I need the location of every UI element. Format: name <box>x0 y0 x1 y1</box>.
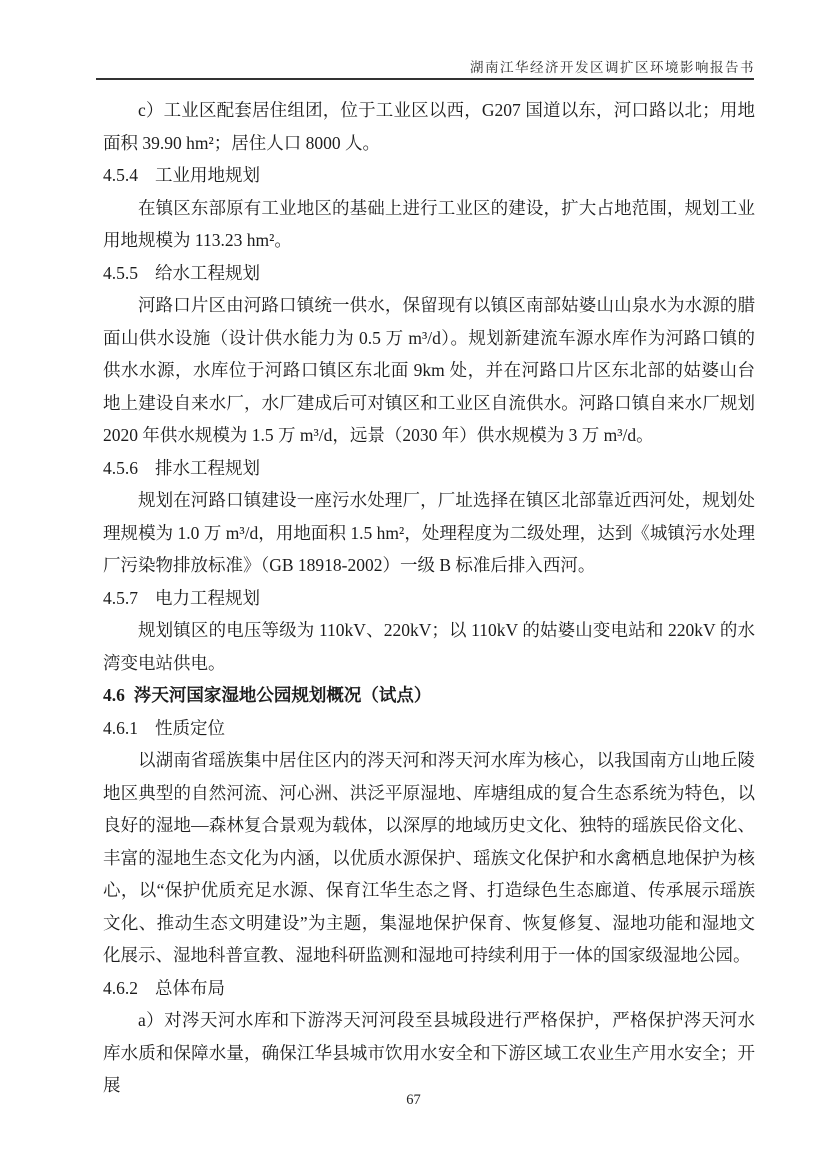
section-title: 性质定位 <box>155 717 225 738</box>
page-number: 67 <box>406 1092 421 1108</box>
paragraph-wetland-layout: a）对涔天河水库和下游涔天河河段至县城段进行严格保护，严格保护涔天河水库水质和保障水量，确保江华县城市饮用水安全和下游区域工农业生产用水安全；开展 <box>103 1010 755 1095</box>
paragraph-residential-cluster: c）工业区配套居住组团，位于工业区以西，G207 国道以东，河口路以北；用地面积 39.90 hm²；居住人口 8000 人。 <box>103 100 755 153</box>
heading-4-5-6 <box>103 452 755 485</box>
page-content <box>103 94 755 1102</box>
section-title: 工业用地规划 <box>155 165 260 185</box>
heading-4-6-1 <box>103 712 755 745</box>
section-number: 4.5.4 <box>103 165 138 185</box>
section-number: 4.6 <box>103 685 125 705</box>
section-number: 4.6.1 <box>103 717 138 738</box>
running-header: 湖南江华经济开发区调扩区环境影响报告书 <box>470 60 755 75</box>
section-title: 电力工程规划 <box>155 587 260 608</box>
paragraph-power: 规划镇区的电压等级为 110kV、220kV；以 110kV 的姑婆山变电站和 220kV 的水湾变电站供电。 <box>103 620 755 673</box>
heading-4-5-7 <box>103 582 755 615</box>
header-rule <box>96 78 754 80</box>
heading-4-6-2 <box>103 972 755 1005</box>
section-number: 4.6.2 <box>103 977 138 998</box>
paragraph-drainage: 规划在河路口镇建设一座污水处理厂，厂址选择在镇区北部靠近西河处，规划处理规模为 1.0 万 m³/d，用地面积 1.5 hm²，处理程度为二级处理，达到《城镇污水处理厂污染物排放标准》（GB 18918-2002）一级 B 标准后排入西河。 <box>103 490 755 575</box>
paragraph-industrial-land: 在镇区东部原有工业地区的基础上进行工业区的建设，扩大占地范围，规划工业用地规模为 113.23 hm²。 <box>103 197 755 250</box>
section-number: 4.5.6 <box>103 457 138 478</box>
heading-4-5-5 <box>103 257 755 290</box>
paragraph-water-supply: 河路口片区由河路口镇统一供水，保留现有以镇区南部姑婆山山泉水为水源的腊面山供水设施（设计供水能力为 0.5 万 m³/d）。规划新建流车源水库作为河路口镇的供水水源，水库位于河路口镇区东北面 9km 处，并在河路口片区东北部的姑婆山台地上建设自来水厂，水厂建成后可对镇区和工业区自流供水。河路口镇自来水厂规划 2020 年供水规模为 1.5 万 m³/d，远景（2030 年）供水规模为 3 万 m³/d。 <box>103 295 755 445</box>
section-number: 4.5.7 <box>103 587 138 608</box>
section-title: 排水工程规划 <box>155 457 260 478</box>
heading-4-5-4 <box>103 159 755 192</box>
section-title: 涔天河国家湿地公园规划概况（试点） <box>133 685 432 705</box>
paragraph-wetland-positioning: 以湖南省瑶族集中居住区内的涔天河和涔天河水库为核心，以我国南方山地丘陵地区典型的自然河流、河心洲、洪泛平原湿地、库塘组成的复合生态系统为特色，以良好的湿地—森林复合景观为载体，以深厚的地域历史文化、独特的瑶族民俗文化、丰富的湿地生态文化为内涵，以优质水源保护、瑶族文化保护和水禽栖息地保护为核心，以“保护优质充足水源、保育江华生态之肾、打造绿色生态廊道、传承展示瑶族文化、推动生态文明建设”为主题，集湿地保护保育、恢复修复、湿地功能和湿地文化展示、湿地科普宣教、湿地科研监测和湿地可持续利用于一体的国家级湿地公园。 <box>103 750 755 965</box>
section-number: 4.5.5 <box>103 262 138 283</box>
section-title: 总体布局 <box>155 977 225 998</box>
heading-4-6 <box>103 679 755 712</box>
section-title: 给水工程规划 <box>155 262 260 283</box>
